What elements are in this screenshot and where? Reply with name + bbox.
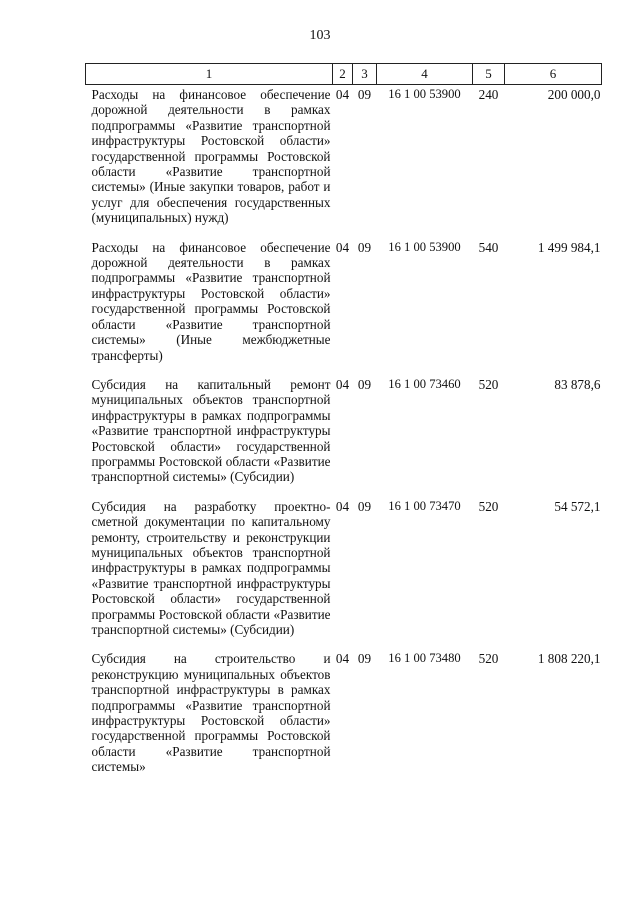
expense-description: Субсидия на разработку проектно-сметной документации по капитальному ремонту, строительству и реконструкции муниципальных объектов транспортной инфраструктуры в рамках подпрограммы «Развитие транспортной инфраструктуры Ростовской области» государственной программы Ростовской области «Развитие транспортной системы» (Субсидии) (91, 498, 331, 637)
section-code: 04 (335, 239, 350, 255)
subsection-code: 09 (357, 87, 372, 102)
section-code: 04 (335, 87, 350, 102)
expense-description: Субсидия на капитальный ремонт муниципальных объектов транспортной инфраструктуры в рамках подпрограммы «Развитие транспортной инфраструктуры Ростовской области» государственной программы Ростовской области «Развитие транспортной системы» (Субсидии) (91, 376, 331, 485)
section-code: 04 (335, 651, 350, 667)
column-header-2: 2 (333, 64, 353, 85)
section-code: 04 (335, 376, 350, 392)
table-row (86, 377, 602, 499)
table-header-row (86, 64, 602, 85)
budget-table (85, 63, 602, 789)
column-header-1: 1 (86, 64, 333, 85)
expense-type-code: 520 (478, 376, 499, 392)
expense-description: Расходы на финансовое обеспечение дорожной деятельности в рамках подпрограммы «Развитие транспортной инфраструктуры Ростовской области» государственной программы Ростовской области «Развитие транспортной системы» (Иные межбюджетные трансферты) (91, 239, 331, 363)
subsection-code: 09 (357, 651, 372, 667)
page-number: 103 (309, 28, 331, 43)
column-header-4: 4 (377, 64, 473, 85)
subsection-code: 09 (357, 376, 372, 392)
column-header-6: 6 (505, 64, 602, 85)
table-row (86, 651, 602, 788)
expense-type-code: 520 (478, 498, 499, 514)
table-row (86, 85, 602, 240)
amount-value: 83 878,6 (554, 376, 601, 392)
amount-value: 1 808 220,1 (537, 651, 601, 667)
section-code: 04 (335, 498, 350, 514)
amount-value: 54 572,1 (554, 498, 601, 514)
expense-description: Субсидия на строительство и реконструкцию муниципальных объектов транспортной инфраструктуры в рамках подпрограммы «Развитие транспортной инфраструктуры Ростовской области» государственной программы Ростовской области «Развитие транспортной системы» (91, 651, 331, 775)
subsection-code: 09 (357, 498, 372, 514)
amount-value: 200 000,0 (547, 87, 601, 102)
target-article-code: 16 1 00 53900 (388, 239, 461, 254)
column-header-5: 5 (473, 64, 505, 85)
expense-type-code: 540 (478, 239, 499, 255)
target-article-code: 16 1 00 73470 (388, 498, 461, 513)
target-article-code: 16 1 00 53900 (388, 87, 461, 101)
subsection-code: 09 (357, 239, 372, 255)
expense-description: Расходы на финансовое обеспечение дорожной деятельности в рамках подпрограммы «Развитие транспортной инфраструктуры Ростовской области» государственной программы Ростовской области «Развитие транспортной системы» (Иные закупки товаров, работ и услуг для обеспечения государственных (муниципальных) нужд) (91, 87, 331, 226)
target-article-code: 16 1 00 73480 (388, 651, 461, 666)
table-row (86, 240, 602, 377)
column-header-3: 3 (353, 64, 377, 85)
expense-type-code: 520 (478, 651, 499, 667)
expense-type-code: 240 (478, 87, 499, 102)
amount-value: 1 499 984,1 (537, 239, 601, 255)
target-article-code: 16 1 00 73460 (388, 376, 461, 391)
table-row (86, 499, 602, 652)
